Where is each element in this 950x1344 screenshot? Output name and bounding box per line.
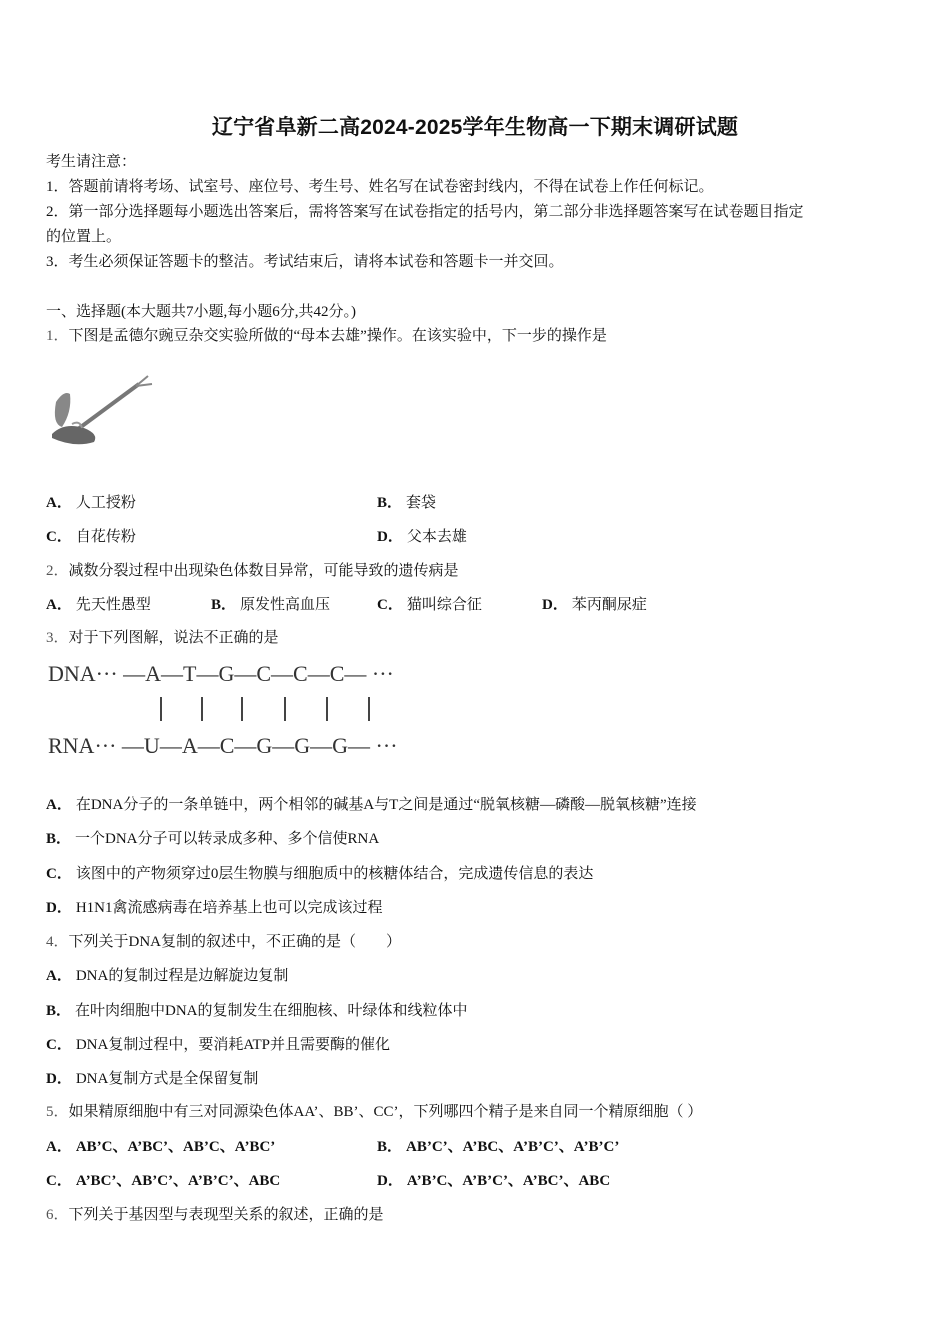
question-1	[46, 326, 607, 346]
question-text: 下图是孟德尔豌豆杂交实验所做的“母本去雄”操作。在该实验中，下一步的操作是	[68, 328, 607, 344]
emasculation-figure-image	[44, 372, 154, 452]
q5-option-d[interactable]: D． A’B’C、A’B’C’、A’BC’、ABC	[377, 1173, 611, 1189]
q4-option-c[interactable]: C． DNA复制过程中，要消耗ATP并且需要酶的催化	[46, 1037, 391, 1053]
q3-option-d[interactable]: D． H1N1禽流感病毒在培养基上也可以完成该过程	[46, 900, 383, 916]
q1-option-b[interactable]: B． 套袋	[377, 495, 437, 511]
question-5: 5．如果精原细胞中有三对同源染色体AA’、BB’、CC’，下列哪四个精子是来自同一个精原细胞（ ）	[46, 1104, 703, 1120]
question-number: 1．	[46, 328, 69, 344]
notice-item-2-cont: 的位置上。	[46, 229, 122, 245]
q2-option-d[interactable]: D． 苯丙酮尿症	[542, 597, 647, 613]
q4-option-b[interactable]: B． 在叶肉细胞中DNA的复制发生在细胞核、叶绿体和线粒体中	[46, 1003, 468, 1019]
q2-option-a[interactable]: A． 先天性愚型	[46, 597, 151, 613]
base-pair-bond	[241, 697, 243, 721]
base-pair-bond	[326, 697, 328, 721]
notice-item-2: 2．第一部分选择题每小题选出答案后，需将答案写在试卷指定的括号内，第二部分非选择题答案写在试卷题目指定	[46, 204, 804, 220]
q2-option-c[interactable]: C． 猫叫综合征	[377, 597, 482, 613]
question-4: 4．下列关于DNA复制的叙述中，不正确的是（ ）	[46, 934, 402, 950]
q3-option-c[interactable]: C． 该图中的产物须穿过0层生物膜与细胞质中的核糖体结合，完成遗传信息的表达	[46, 866, 594, 882]
q4-option-d[interactable]: D． DNA复制方式是全保留复制	[46, 1071, 259, 1087]
q3-option-b[interactable]: B． 一个DNA分子可以转录成多种、多个信使RNA	[46, 831, 380, 847]
q5-option-c[interactable]: C． A’BC’、AB’C’、A’B’C’、ABC	[46, 1173, 281, 1189]
base-pair-bond	[201, 697, 203, 721]
page-title: 辽宁省阜新二高2024-2025学年生物高一下期末调研试题	[211, 116, 739, 139]
rna-strand: RNA··· —U—A—C—G—G—G— ···	[48, 733, 398, 758]
notice-item-1: 1．答题前请将考场、试室号、座位号、考生号、姓名写在试卷密封线内，不得在试卷上作任何标记。	[46, 179, 714, 195]
q1-option-a[interactable]: A． 人工授粉	[46, 495, 136, 511]
base-pair-bond	[368, 697, 370, 721]
base-pair-bond	[284, 697, 286, 721]
q2-option-b[interactable]: B． 原发性高血压	[211, 597, 331, 613]
notice-item-3: 3．考生必须保证答题卡的整洁。考试结束后，请将本试卷和答题卡一并交回。	[46, 254, 564, 270]
question-6: 6．下列关于基因型与表现型关系的叙述，正确的是	[46, 1207, 384, 1223]
question-3: 3．对于下列图解，说法不正确的是	[46, 630, 279, 646]
question-2: 2．减数分裂过程中出现染色体数目异常，可能导致的遗传病是	[46, 563, 459, 579]
q1-option-c[interactable]: C． 自花传粉	[46, 529, 136, 545]
dna-strand: DNA··· —A—T—G—C—C—C— ···	[48, 661, 394, 686]
section-heading: 一、选择题(本大题共7小题,每小题6分,共42分。)	[46, 304, 356, 320]
q5-option-a[interactable]: A． AB’C、A’BC’、AB’C、A’BC’	[46, 1139, 276, 1155]
q4-option-a[interactable]: A． DNA的复制过程是边解旋边复制	[46, 968, 289, 984]
q1-option-d[interactable]: D． 父本去雄	[377, 529, 467, 545]
q5-option-b[interactable]: B． AB’C’、A’BC、A’B’C’、A’B’C’	[377, 1139, 620, 1155]
base-pair-bond	[160, 697, 162, 721]
q3-option-a[interactable]: A． 在DNA分子的一条单链中，两个相邻的碱基A与T之间是通过“脱氧核糖—磷酸—脱氧核糖”连接	[46, 797, 697, 813]
dna-rna-diagram	[48, 655, 438, 765]
notice-heading: 考生请注意：	[46, 154, 137, 170]
